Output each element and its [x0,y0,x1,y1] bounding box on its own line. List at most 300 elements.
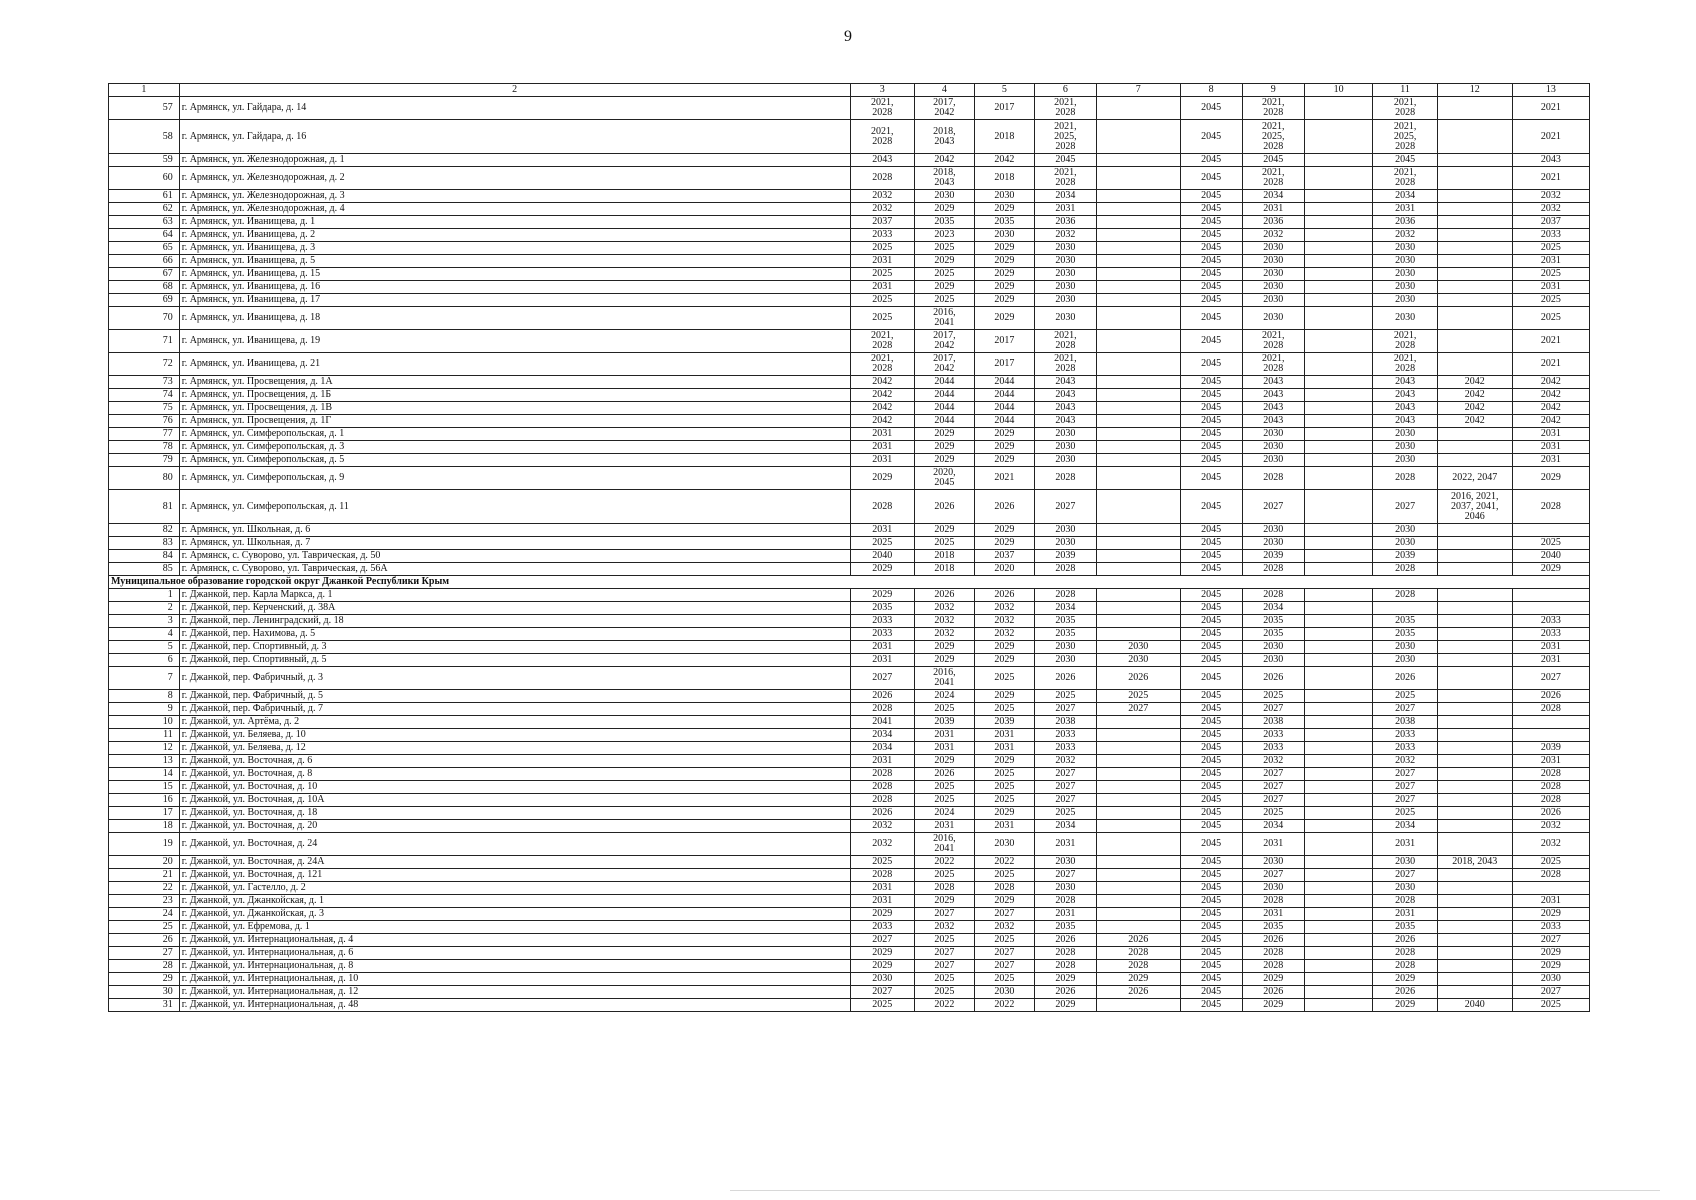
year-cell: 2033 [1373,742,1437,755]
address-cell: г. Джанкой, пер. Спортивный, д. 3 [179,641,850,654]
year-cell: 2027 [850,934,914,947]
year-cell [1097,716,1181,729]
year-cell: 2029 [974,895,1034,908]
year-cell: 2045 [1180,641,1242,654]
table-row [109,307,1590,330]
row-number: 72 [109,353,180,376]
row-number: 15 [109,781,180,794]
year-cell: 2030 [1034,307,1096,330]
year-cell [1437,869,1512,882]
year-cell: 2026 [1512,807,1589,820]
year-cell [1097,729,1181,742]
year-cell: 2043 [1034,415,1096,428]
year-cell: 2030 [1373,307,1437,330]
year-cell: 2042 [1437,389,1512,402]
table-row [109,203,1590,216]
year-cell [1304,856,1373,869]
year-cell: 2043 [1242,376,1304,389]
year-cell [1304,537,1373,550]
year-cell: 2028 [1512,869,1589,882]
year-cell: 2030 [1242,294,1304,307]
row-number: 22 [109,882,180,895]
year-cell: 2031 [1034,203,1096,216]
table-row [109,690,1590,703]
year-cell: 2029 [974,690,1034,703]
year-cell [1304,402,1373,415]
year-cell: 2031 [850,428,914,441]
year-cell [1304,154,1373,167]
year-cell: 2026 [1097,667,1181,690]
year-cell: 2037 [850,216,914,229]
row-number: 20 [109,856,180,869]
year-cell: 2034 [1034,190,1096,203]
table-row [109,820,1590,833]
table-row [109,524,1590,537]
year-cell: 2031 [1512,755,1589,768]
year-cell: 2030 [1034,441,1096,454]
year-cell: 2028 [1242,467,1304,490]
row-number: 1 [109,589,180,602]
year-cell: 2045 [1180,281,1242,294]
year-cell: 2045 [1180,895,1242,908]
year-cell [1097,415,1181,428]
row-number: 58 [109,120,180,154]
year-cell: 2045 [1373,154,1437,167]
year-cell: 2025 [1512,537,1589,550]
year-cell [1304,428,1373,441]
year-cell: 2032 [1242,755,1304,768]
row-number: 13 [109,755,180,768]
row-number: 2 [109,602,180,615]
table-row [109,376,1590,389]
year-cell: 2025 [850,537,914,550]
year-cell: 2030 [1034,856,1096,869]
year-cell: 2031 [974,729,1034,742]
table-row [109,120,1590,154]
year-cell: 2035 [1242,628,1304,641]
year-cell: 2042 [914,154,974,167]
year-cell: 2029 [1512,563,1589,576]
year-cell [1097,281,1181,294]
year-cell: 2025 [850,856,914,869]
year-cell: 2030 [1373,524,1437,537]
year-cell [1304,294,1373,307]
row-number: 78 [109,441,180,454]
year-cell [1437,703,1512,716]
year-cell [1097,755,1181,768]
year-cell: 2027 [914,908,974,921]
address-cell: г. Джанкой, ул. Восточная, д. 6 [179,755,850,768]
year-cell: 2031 [850,524,914,537]
year-cell [1304,353,1373,376]
year-cell: 2030 [1242,428,1304,441]
table-row [109,467,1590,490]
year-cell: 2029 [914,524,974,537]
table-row [109,703,1590,716]
year-cell: 2028 [1097,947,1181,960]
table-row [109,807,1590,820]
column-header: 12 [1437,84,1512,97]
year-cell: 2025 [850,242,914,255]
year-cell [1437,742,1512,755]
year-cell: 2027 [1373,794,1437,807]
year-cell: 2029 [1242,973,1304,986]
row-number: 18 [109,820,180,833]
year-cell: 2029 [1512,960,1589,973]
year-cell [1437,454,1512,467]
year-cell [1437,755,1512,768]
address-cell: г. Джанкой, ул. Гастелло, д. 2 [179,882,850,895]
row-number: 59 [109,154,180,167]
year-cell [1304,550,1373,563]
year-cell: 2029 [914,281,974,294]
year-cell: 2029 [974,807,1034,820]
year-cell: 2026 [914,490,974,524]
year-cell: 2030 [1373,882,1437,895]
year-cell: 2044 [914,389,974,402]
year-cell: 2032 [1373,755,1437,768]
year-cell: 2031 [850,654,914,667]
year-cell: 2045 [1180,742,1242,755]
year-cell: 2024 [914,807,974,820]
table-row [109,755,1590,768]
year-cell: 2032 [974,615,1034,628]
year-cell: 2032 [1242,229,1304,242]
year-cell [1437,203,1512,216]
year-cell: 2030 [1034,268,1096,281]
year-cell: 2021, 2028 [850,330,914,353]
year-cell: 2025 [1512,242,1589,255]
year-cell [1304,268,1373,281]
address-cell: г. Джанкой, ул. Восточная, д. 24А [179,856,850,869]
address-cell: г. Армянск, ул. Симферопольская, д. 1 [179,428,850,441]
row-number: 69 [109,294,180,307]
year-cell [1097,255,1181,268]
year-cell: 2029 [974,524,1034,537]
year-cell: 2026 [1242,986,1304,999]
address-cell: г. Армянск, ул. Иванищева, д. 18 [179,307,850,330]
year-cell: 2029 [850,960,914,973]
year-cell: 2035 [1242,615,1304,628]
row-number: 57 [109,97,180,120]
year-cell [1304,589,1373,602]
year-cell: 2027 [1512,986,1589,999]
row-number: 62 [109,203,180,216]
year-cell: 2030 [1373,654,1437,667]
year-cell [1304,986,1373,999]
year-cell: 2028 [1242,589,1304,602]
year-cell: 2045 [1180,768,1242,781]
year-cell: 2031 [914,729,974,742]
year-cell: 2021, 2028 [1034,167,1096,190]
year-cell: 2045 [1180,330,1242,353]
year-cell: 2031 [1373,833,1437,856]
year-cell: 2030 [1242,654,1304,667]
year-cell: 2027 [1034,781,1096,794]
year-cell: 2025 [1242,690,1304,703]
row-number: 25 [109,921,180,934]
table-row [109,167,1590,190]
year-cell: 2025 [914,794,974,807]
year-cell: 2032 [1034,229,1096,242]
year-cell: 2045 [1180,167,1242,190]
year-cell: 2030 [974,986,1034,999]
year-cell: 2027 [1034,768,1096,781]
year-cell: 2044 [974,376,1034,389]
year-cell: 2030 [1242,255,1304,268]
year-cell: 2030 [1373,255,1437,268]
year-cell: 2025 [914,986,974,999]
year-cell: 2027 [1242,781,1304,794]
year-cell [1097,216,1181,229]
year-cell: 2028 [1034,563,1096,576]
address-cell: г. Джанкой, пер. Керченский, д. 38А [179,602,850,615]
year-cell: 2045 [1180,294,1242,307]
year-cell [1304,882,1373,895]
year-cell: 2032 [914,628,974,641]
row-number: 31 [109,999,180,1012]
year-cell [1437,716,1512,729]
year-cell: 2032 [914,602,974,615]
year-cell [1304,973,1373,986]
year-cell: 2045 [1180,428,1242,441]
table-row [109,833,1590,856]
year-cell: 2032 [914,921,974,934]
address-cell: г. Армянск, ул. Симферопольская, д. 11 [179,490,850,524]
year-cell: 2045 [1180,563,1242,576]
table-row [109,190,1590,203]
year-cell [1437,255,1512,268]
row-number: 24 [109,908,180,921]
address-cell: г. Джанкой, ул. Восточная, д. 10 [179,781,850,794]
year-cell: 2025 [1512,268,1589,281]
table-row [109,229,1590,242]
year-cell [1097,820,1181,833]
year-cell [1304,742,1373,755]
address-cell: г. Джанкой, ул. Интернациональная, д. 12 [179,986,850,999]
year-cell: 2045 [1180,667,1242,690]
year-cell: 2045 [1180,454,1242,467]
year-cell: 2030 [1034,641,1096,654]
table-row [109,294,1590,307]
address-cell: г. Армянск, ул. Иванищева, д. 19 [179,330,850,353]
year-cell: 2044 [914,415,974,428]
year-cell: 2028 [1242,895,1304,908]
address-cell: г. Джанкой, ул. Восточная, д. 20 [179,820,850,833]
year-cell: 2028 [1512,781,1589,794]
year-cell [1437,428,1512,441]
year-cell: 2045 [1180,856,1242,869]
year-cell: 2045 [1180,729,1242,742]
year-cell: 2031 [1512,255,1589,268]
year-cell [1437,807,1512,820]
year-cell [1304,203,1373,216]
year-cell: 2033 [850,921,914,934]
year-cell [1304,729,1373,742]
year-cell: 2045 [1180,589,1242,602]
year-cell: 2039 [1512,742,1589,755]
year-cell: 2033 [850,615,914,628]
column-header: 5 [974,84,1034,97]
address-cell: г. Армянск, ул. Просвещения, д. 1А [179,376,850,389]
year-cell [1097,229,1181,242]
year-cell: 2030 [1373,242,1437,255]
year-cell: 2031 [1242,833,1304,856]
year-cell: 2039 [914,716,974,729]
year-cell [1304,415,1373,428]
year-cell: 2027 [1242,794,1304,807]
year-cell: 2031 [1034,833,1096,856]
year-cell: 2030 [974,229,1034,242]
year-cell [1437,960,1512,973]
row-number: 66 [109,255,180,268]
year-cell [1097,869,1181,882]
year-cell [1304,934,1373,947]
year-cell: 2030 [1242,307,1304,330]
year-cell: 2038 [1373,716,1437,729]
year-cell [1437,908,1512,921]
year-cell: 2025 [1373,690,1437,703]
year-cell: 2035 [1034,921,1096,934]
year-cell: 2028 [1512,490,1589,524]
year-cell [1437,294,1512,307]
year-cell: 2038 [1034,716,1096,729]
year-cell: 2039 [1373,550,1437,563]
year-cell: 2033 [1512,921,1589,934]
year-cell [1304,768,1373,781]
year-cell [1437,190,1512,203]
year-cell: 2042 [1437,415,1512,428]
year-cell: 2025 [914,973,974,986]
year-cell: 2031 [850,441,914,454]
year-cell [1304,703,1373,716]
address-cell: г. Джанкой, пер. Спортивный, д. 5 [179,654,850,667]
year-cell: 2025 [914,294,974,307]
year-cell: 2028 [1242,947,1304,960]
year-cell: 2034 [850,742,914,755]
row-number: 64 [109,229,180,242]
year-cell: 2042 [850,415,914,428]
year-cell: 2036 [1034,216,1096,229]
year-cell: 2029 [974,428,1034,441]
year-cell [1437,690,1512,703]
year-cell: 2045 [1242,154,1304,167]
year-cell: 2029 [1373,999,1437,1012]
year-cell: 2028 [1034,589,1096,602]
table-row [109,856,1590,869]
year-cell: 2031 [850,255,914,268]
year-cell: 2026 [1242,934,1304,947]
address-cell: г. Джанкой, ул. Восточная, д. 121 [179,869,850,882]
year-cell [1304,999,1373,1012]
year-cell [1437,781,1512,794]
year-cell: 2027 [1034,794,1096,807]
year-cell: 2021, 2028 [1373,330,1437,353]
year-cell: 2034 [1034,602,1096,615]
year-cell [1304,281,1373,294]
year-cell: 2021, 2028 [1373,97,1437,120]
year-cell: 2035 [1373,628,1437,641]
year-cell: 2022, 2047 [1437,467,1512,490]
row-number: 83 [109,537,180,550]
year-cell: 2027 [914,947,974,960]
year-cell: 2043 [1242,415,1304,428]
year-cell: 2030 [1034,654,1096,667]
year-cell: 2032 [850,203,914,216]
year-cell: 2025 [974,781,1034,794]
table-row [109,615,1590,628]
year-cell: 2032 [1034,755,1096,768]
table-row [109,281,1590,294]
year-cell [1437,242,1512,255]
year-cell: 2028 [1373,960,1437,973]
register-table [108,83,1590,1012]
year-cell: 2028 [850,490,914,524]
year-cell: 2021 [1512,120,1589,154]
year-cell: 2045 [1180,820,1242,833]
year-cell: 2030 [1034,537,1096,550]
address-cell: г. Джанкой, ул. Беляева, д. 10 [179,729,850,742]
column-header: 1 [109,84,180,97]
year-cell: 2026 [1034,934,1096,947]
address-cell: г. Армянск, ул. Симферопольская, д. 9 [179,467,850,490]
year-cell: 2027 [914,960,974,973]
year-cell: 2043 [1034,376,1096,389]
year-cell [1437,441,1512,454]
year-cell: 2022 [974,856,1034,869]
year-cell [1097,856,1181,869]
year-cell [1097,602,1181,615]
year-cell: 2028 [1034,947,1096,960]
year-cell: 2025 [974,667,1034,690]
year-cell: 2030 [1373,428,1437,441]
year-cell: 2025 [850,268,914,281]
section-header-row [109,576,1590,589]
year-cell [1437,667,1512,690]
table-row [109,537,1590,550]
year-cell: 2033 [1512,628,1589,641]
year-cell: 2028 [1512,768,1589,781]
year-cell: 2045 [1034,154,1096,167]
year-cell: 2045 [1180,807,1242,820]
year-cell [1304,716,1373,729]
row-number: 26 [109,934,180,947]
year-cell [1437,229,1512,242]
column-header: 11 [1373,84,1437,97]
year-cell: 2026 [1034,986,1096,999]
year-cell: 2035 [1242,921,1304,934]
year-cell: 2030 [1242,268,1304,281]
year-cell [1437,589,1512,602]
row-number: 81 [109,490,180,524]
year-cell: 2030 [1034,428,1096,441]
year-cell: 2021, 2028 [1034,330,1096,353]
table-row [109,602,1590,615]
year-cell: 2037 [974,550,1034,563]
year-cell [1304,307,1373,330]
year-cell: 2044 [974,402,1034,415]
year-cell [1304,654,1373,667]
year-cell: 2045 [1180,242,1242,255]
year-cell: 2029 [1373,973,1437,986]
year-cell: 2045 [1180,654,1242,667]
year-cell: 2043 [1373,376,1437,389]
year-cell: 2042 [850,402,914,415]
year-cell [1304,641,1373,654]
year-cell [1437,97,1512,120]
year-cell: 2030 [1034,281,1096,294]
year-cell: 2031 [1512,895,1589,908]
